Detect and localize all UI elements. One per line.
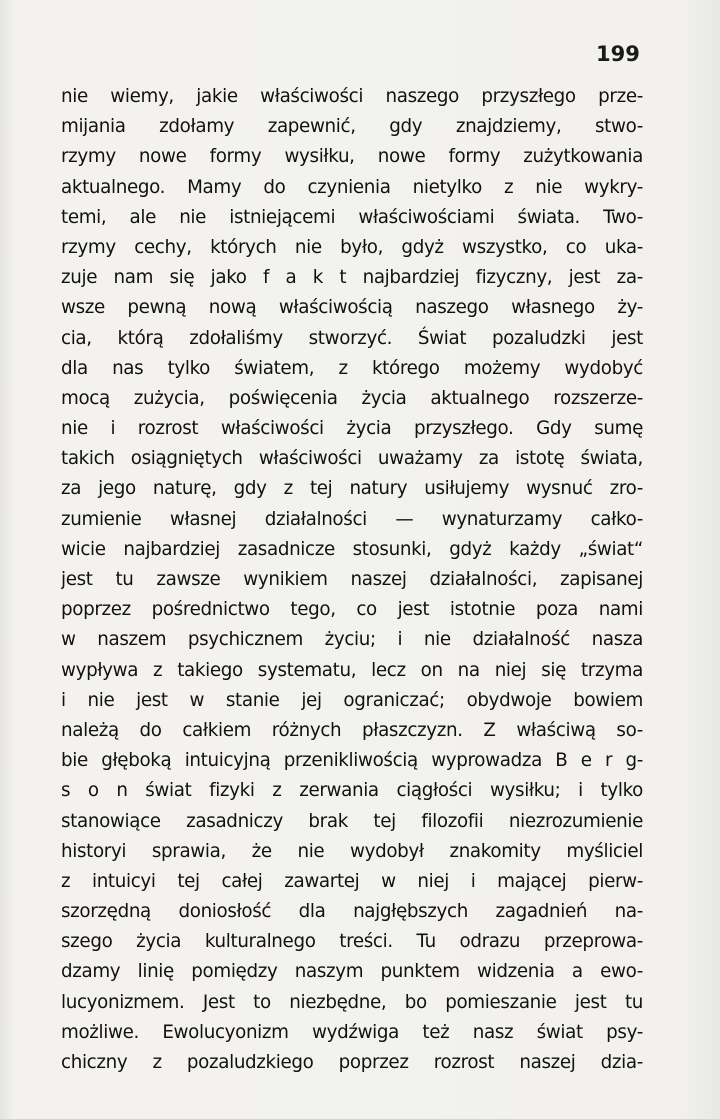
text-line: temi, ale nie istniejącemi właściwościami świata. Two- [61,206,643,228]
text-line: szego życia kulturalnego treści. Tu odrazu przeprowa- [61,931,643,953]
text-line: aktualnego. Mamy do czynienia nietylko z nie wykry- [61,176,643,198]
text-line: poprzez pośrednictwo tego, co jest istotnie poza nami [61,599,643,621]
text-line: rzymy cechy, których nie było, gdyż wszystko, co uka- [61,236,643,258]
text-line: dzamy linię pomiędzy naszym punktem widzenia a ewo- [61,961,643,983]
text-line: mocą zużycia, poświęcenia życia aktualnego rozszerze- [61,387,643,409]
text-line: i nie jest w stanie jej ograniczać; obydwoje bowiem [61,689,643,711]
text-line: stanowiące zasadniczy brak tej filozofii niezrozumienie [61,810,643,832]
page-number: 199 [596,42,640,66]
text-line: dla nas tylko światem, z którego możemy wydobyć [61,357,643,379]
text-line: możliwe. Ewolucyonizm wydźwiga też nasz świat psy- [61,1021,643,1043]
text-line: chiczny z pozaludzkiego poprzez rozrost naszej dzia- [61,1052,643,1073]
text-line: z intuicyi tej całej zawartej w niej i mającej pierw- [61,870,643,892]
body-text [61,82,643,1078]
text-line: nie wiemy, jakie właściwości naszego przyszłego prze- [61,86,643,107]
text-line: takich osiągniętych właściwości uważamy za istotę świata, [61,448,643,470]
text-line: w naszem psychicznem życiu; i nie działalność nasza [61,629,643,651]
text-line: lucyonizmem. Jest to niezbędne, bo pomieszanie jest tu [61,991,643,1013]
text-line: s o n świat fizyki z zerwania ciągłości wysiłku; i tylko [61,780,643,802]
text-line: zuje nam się jako f a k t najbardziej fizyczny, jest za- [61,267,643,289]
text-line: szorzędną doniosłość dla najgłębszych zagadnień na- [61,901,643,923]
text-line: zumienie własnej działalności — wynaturzamy całko- [61,508,643,530]
text-line: za jego naturę, gdy z tej natury usiłujemy wysnuć zro- [61,478,643,500]
text-line: wicie najbardziej zasadnicze stosunki, gdyż każdy „świat“ [61,538,643,560]
text-line: historyi sprawia, że nie wydobył znakomity myśliciel [61,840,643,862]
text-line: cia, którą zdołaliśmy stworzyć. Świat pozaludzki jest [61,327,643,349]
text-line: nie i rozrost właściwości życia przyszłego. Gdy sumę [61,418,643,440]
text-line: mijania zdołamy zapewnić, gdy znajdziemy, stwo- [61,116,643,138]
text-line: jest tu zawsze wynikiem naszej działalności, zapisanej [61,569,643,590]
text-line: bie głęboką intuicyjną przenikliwością wyprowadza B e r g- [61,750,643,772]
text-line: wypływa z takiego systematu, lecz on na niej się trzyma [61,659,643,681]
text-line: wsze pewną nową właściwością naszego własnego ży- [61,297,643,319]
text-line: rzymy nowe formy wysiłku, nowe formy zużytkowania [61,146,643,168]
text-line: należą do całkiem różnych płaszczyzn. Z właściwą so- [61,719,643,741]
